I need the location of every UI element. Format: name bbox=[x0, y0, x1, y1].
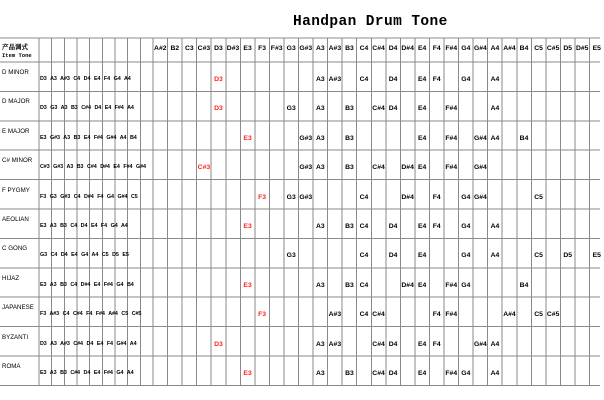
scale-name: AEOLIAN bbox=[2, 216, 29, 223]
tone-cell: A3 bbox=[315, 223, 325, 230]
tone-cell: C4 bbox=[359, 193, 369, 201]
column-header: D#3 bbox=[226, 45, 240, 52]
tone-cell: A#3 bbox=[328, 311, 342, 319]
column-header: C#3 bbox=[197, 45, 211, 52]
tone-cell: E4 bbox=[418, 252, 427, 260]
scale-name: D MAJOR bbox=[2, 98, 30, 106]
ding-note: C#3 bbox=[197, 164, 211, 172]
ding-note: E3 bbox=[243, 370, 252, 377]
column-header: A3 bbox=[315, 45, 325, 52]
tone-cell: F4 bbox=[432, 193, 441, 201]
ding-note: F3 bbox=[258, 193, 267, 201]
tone-cell: A4 bbox=[490, 370, 500, 377]
column-header: E5 bbox=[592, 45, 601, 52]
column-header: D3 bbox=[214, 45, 223, 52]
tone-cell: A4 bbox=[490, 105, 500, 113]
tone-cell: A#3 bbox=[328, 76, 342, 83]
tone-cell: E4 bbox=[418, 370, 427, 377]
scale-name: D MINOR bbox=[2, 69, 29, 76]
tone-cell: A3 bbox=[315, 281, 325, 289]
tone-cell: C5 bbox=[534, 311, 543, 319]
tone-cell: G#3 bbox=[299, 164, 313, 172]
tone-cell: G#3 bbox=[299, 134, 313, 142]
tone-cell: E4 bbox=[418, 281, 427, 289]
scale-name: C GONG bbox=[2, 245, 28, 253]
tone-cell: A3 bbox=[315, 340, 325, 348]
scale-name: BYZANTI bbox=[2, 333, 29, 341]
tone-cell: G4 bbox=[461, 193, 471, 201]
tone-cell: C4 bbox=[359, 223, 369, 230]
column-header: D#5 bbox=[575, 45, 589, 52]
item-header-cn: 产品调式 bbox=[2, 44, 28, 51]
column-header: G4 bbox=[461, 45, 471, 52]
tone-cell: C#4 bbox=[372, 164, 385, 172]
column-header: G#3 bbox=[299, 45, 313, 52]
tone-cell: F4 bbox=[432, 311, 441, 319]
tone-cell: F#4 bbox=[445, 311, 458, 319]
column-header: E4 bbox=[418, 45, 427, 52]
scale-notes: D3 A3 A#3 C#4 D4 E4 F4 G#4 A4 bbox=[40, 340, 137, 347]
tone-cell: C5 bbox=[534, 252, 543, 260]
tone-cell: B3 bbox=[345, 105, 354, 113]
tone-cell: E4 bbox=[418, 340, 427, 348]
scale-name: HIJAZ bbox=[2, 274, 20, 282]
ding-note: E3 bbox=[243, 223, 252, 230]
tone-cell: A4 bbox=[490, 252, 500, 260]
column-header: F4 bbox=[432, 45, 441, 52]
tone-cell: B3 bbox=[345, 134, 354, 142]
tone-cell: G#4 bbox=[473, 193, 487, 201]
tone-cell: C#5 bbox=[546, 311, 560, 319]
ding-note: D3 bbox=[214, 340, 223, 348]
column-header: G3 bbox=[286, 45, 296, 52]
column-header: C#5 bbox=[546, 45, 560, 52]
tone-cell: C4 bbox=[359, 76, 369, 83]
tone-cell: C4 bbox=[359, 252, 369, 260]
column-header: F3 bbox=[258, 45, 267, 52]
tone-cell: D4 bbox=[388, 105, 398, 113]
column-header: E3 bbox=[243, 45, 252, 52]
tone-cell: F#4 bbox=[445, 164, 458, 172]
tone-cell: C#4 bbox=[372, 311, 385, 319]
tone-cell: D4 bbox=[388, 76, 398, 83]
scale-notes: D3 G3 A3 B3 C#4 D4 E4 F#4 A4 bbox=[40, 105, 134, 112]
tone-cell: A3 bbox=[315, 164, 325, 172]
scale-notes: C#3 G#3 A3 B3 C#4 D#4 E4 F#4 G#4 bbox=[40, 164, 146, 171]
column-header: G#4 bbox=[473, 45, 487, 52]
ding-note: E3 bbox=[243, 281, 252, 289]
tone-cell: B4 bbox=[519, 134, 529, 142]
tone-cell: G4 bbox=[461, 370, 471, 377]
page-title: Handpan Drum Tone bbox=[293, 14, 448, 30]
tone-cell: C5 bbox=[534, 193, 543, 201]
tone-cell: F4 bbox=[432, 340, 441, 348]
tone-cell: A4 bbox=[490, 76, 500, 83]
scale-notes: E3 A3 B3 C4 D#4 E4 F#4 G4 B4 bbox=[40, 281, 134, 288]
tone-cell: B3 bbox=[345, 281, 354, 289]
column-header: A4 bbox=[490, 45, 500, 52]
tone-cell: A3 bbox=[315, 134, 325, 142]
tone-cell: A3 bbox=[315, 370, 325, 377]
tone-cell: E4 bbox=[418, 76, 427, 83]
tone-cell: A3 bbox=[315, 105, 325, 113]
tone-cell: A4 bbox=[490, 223, 500, 230]
column-header: C3 bbox=[185, 45, 194, 52]
tone-cell: G#3 bbox=[299, 193, 313, 201]
tone-cell: A#4 bbox=[503, 311, 516, 319]
tone-cell: B3 bbox=[345, 223, 354, 230]
tone-cell: A3 bbox=[315, 76, 325, 83]
tone-cell: G#4 bbox=[473, 164, 487, 172]
ding-note: D3 bbox=[214, 105, 223, 113]
scale-notes: F3 A#3 C4 C#4 F4 F#4 A#4 C5 C#5 bbox=[40, 311, 142, 318]
ding-note: F3 bbox=[258, 311, 267, 319]
tone-cell: E5 bbox=[592, 252, 601, 260]
tone-cell: F4 bbox=[432, 223, 441, 230]
tone-cell: F4 bbox=[432, 76, 441, 83]
tone-cell: G3 bbox=[286, 193, 296, 201]
column-header: F#3 bbox=[270, 45, 283, 52]
tone-cell: F#4 bbox=[445, 105, 458, 113]
tone-cell: D#4 bbox=[401, 193, 414, 201]
tone-cell: C#4 bbox=[372, 105, 385, 113]
tone-cell: G4 bbox=[461, 223, 471, 230]
tone-cell: D4 bbox=[388, 340, 398, 348]
tone-cell: C#4 bbox=[372, 340, 385, 348]
column-header: C5 bbox=[534, 45, 543, 52]
column-header: D#4 bbox=[401, 45, 414, 52]
tone-cell: A4 bbox=[490, 340, 500, 348]
tone-cell: D#4 bbox=[401, 164, 414, 172]
scale-notes: E3 G#3 A3 B3 E4 F#4 G#4 A4 B4 bbox=[40, 134, 137, 141]
tone-cell: E4 bbox=[418, 105, 427, 113]
tone-cell: G4 bbox=[461, 252, 471, 260]
tone-cell: F#4 bbox=[445, 281, 458, 289]
tone-cell: G3 bbox=[286, 105, 296, 113]
column-header: B4 bbox=[519, 45, 529, 52]
column-header: C4 bbox=[359, 45, 369, 52]
tone-cell: B3 bbox=[345, 370, 354, 377]
tone-cell: D4 bbox=[388, 370, 398, 377]
tone-cell: A#3 bbox=[328, 340, 342, 348]
scale-name: E MAJOR bbox=[2, 127, 30, 135]
tone-cell: C4 bbox=[359, 281, 369, 289]
tone-cell: C#4 bbox=[372, 370, 385, 377]
scale-notes: D3 A3 A#3 C4 D4 E4 F4 G4 A4 bbox=[40, 76, 131, 82]
tone-cell: G4 bbox=[461, 76, 471, 83]
ding-note: E3 bbox=[243, 134, 252, 142]
tone-cell: G4 bbox=[461, 281, 471, 289]
column-header: B2 bbox=[170, 45, 180, 52]
tone-cell: B3 bbox=[345, 164, 354, 172]
tone-cell: E4 bbox=[418, 164, 427, 172]
column-header: C#4 bbox=[372, 45, 385, 52]
tone-cell: G#4 bbox=[473, 340, 487, 348]
scale-notes: E3 A3 B3 C#4 D4 E4 F#4 G4 A4 bbox=[40, 370, 134, 376]
tone-cell: D4 bbox=[388, 223, 398, 230]
tone-cell: E4 bbox=[418, 134, 427, 142]
tone-cell: F#4 bbox=[445, 134, 458, 142]
tone-cell: D4 bbox=[388, 252, 398, 260]
scale-name: ROMA bbox=[2, 363, 21, 370]
tone-cell: A4 bbox=[490, 134, 500, 142]
column-header: B3 bbox=[345, 45, 354, 52]
tone-cell: F#4 bbox=[445, 370, 458, 377]
column-header: A#2 bbox=[154, 45, 167, 52]
column-header: A#3 bbox=[328, 45, 342, 52]
scale-name: JAPANESE bbox=[2, 304, 34, 312]
tone-cell: C4 bbox=[359, 311, 369, 319]
tone-cell: G3 bbox=[286, 252, 296, 260]
column-header: F#4 bbox=[445, 45, 458, 52]
tone-cell: D#4 bbox=[401, 281, 414, 289]
tone-cell: E4 bbox=[418, 223, 427, 230]
tone-cell: D5 bbox=[563, 252, 573, 260]
ding-note: D3 bbox=[214, 76, 223, 83]
scale-name: C# MINOR bbox=[2, 157, 33, 165]
tone-cell: G#4 bbox=[473, 134, 487, 142]
tone-cell: B4 bbox=[519, 281, 529, 289]
column-header: A#4 bbox=[503, 45, 516, 52]
scale-name: F PYGMY bbox=[2, 186, 30, 194]
column-header: D4 bbox=[388, 45, 398, 52]
item-header-en: Item Tone bbox=[2, 52, 32, 59]
scale-notes: G3 C4 D4 E4 G4 A4 C5 D5 E5 bbox=[40, 252, 129, 259]
scale-notes: E3 A3 B3 C4 D4 E4 F4 G4 A4 bbox=[40, 223, 128, 229]
scale-notes: F3 G3 G#3 C4 D#4 F4 G4 G#4 C5 bbox=[40, 193, 138, 200]
column-header: D5 bbox=[563, 45, 573, 52]
